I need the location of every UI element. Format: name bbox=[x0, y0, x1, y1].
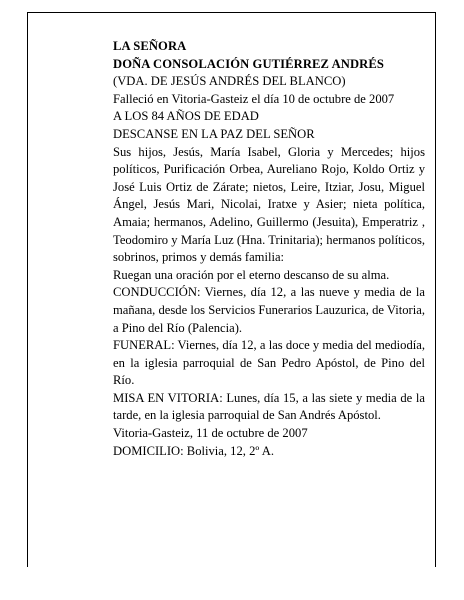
funeral-paragraph: FUNERAL: Viernes, día 12, a las doce y media del mediodía, en la iglesia parroquial de San Pedro Apóstol, de Pino del Río. bbox=[113, 338, 425, 388]
widow-of-line: (VDA. DE JESÚS ANDRÉS DEL BLANCO) bbox=[113, 74, 346, 89]
death-info: Falleció en Vitoria-Gasteiz el día 10 de octubre de 2007 bbox=[113, 91, 395, 106]
prayer-line: Ruegan una oración por el eterno descanso de su alma. bbox=[113, 267, 390, 282]
family-paragraph: Sus hijos, Jesús, María Isabel, Gloria y Mercedes; hijos políticos, Purificación Orbea, Aureliano Rojo, Koldo Ortiz y José Luis Ortiz de Zárate; nietos, Leire, Itziar, Josu, Miguel Ángel, Jesús Mari, Nicolai, Iratxe y Asier; nieta política, Amaia; hermanos, Adelino, Guillermo (Jesuita), Emperatriz , Teodomiro y María Luz (Hna. Trinitaria); hermanos políticos, sobrinos, primos y demás familia: bbox=[113, 144, 425, 265]
rest-in-peace-line: DESCANSE EN LA PAZ DEL SEÑOR bbox=[113, 126, 315, 141]
age-line: A LOS 84 AÑOS DE EDAD bbox=[113, 109, 259, 124]
date-place-line: Vitoria-Gasteiz, 11 de octubre de 2007 bbox=[113, 426, 308, 441]
obituary-notice bbox=[113, 38, 425, 460]
conduccion-paragraph: CONDUCCIÓN: Viernes, día 12, a las nueve y media de la mañana, desde los Servicios Funerarios Lauzurica, de Vitoria, a Pino del Río (Palencia). bbox=[113, 285, 425, 335]
deceased-name: DOÑA CONSOLACIÓN GUTIÉRREZ ANDRÉS bbox=[113, 56, 384, 71]
notice-title: LA SEÑORA bbox=[113, 39, 187, 53]
domicilio-line: DOMICILIO: Bolivia, 12, 2º A. bbox=[113, 443, 274, 458]
misa-paragraph: MISA EN VITORIA: Lunes, día 15, a las siete y media de la tarde, en la iglesia parroquial de San Andrés Apóstol. bbox=[113, 390, 425, 423]
